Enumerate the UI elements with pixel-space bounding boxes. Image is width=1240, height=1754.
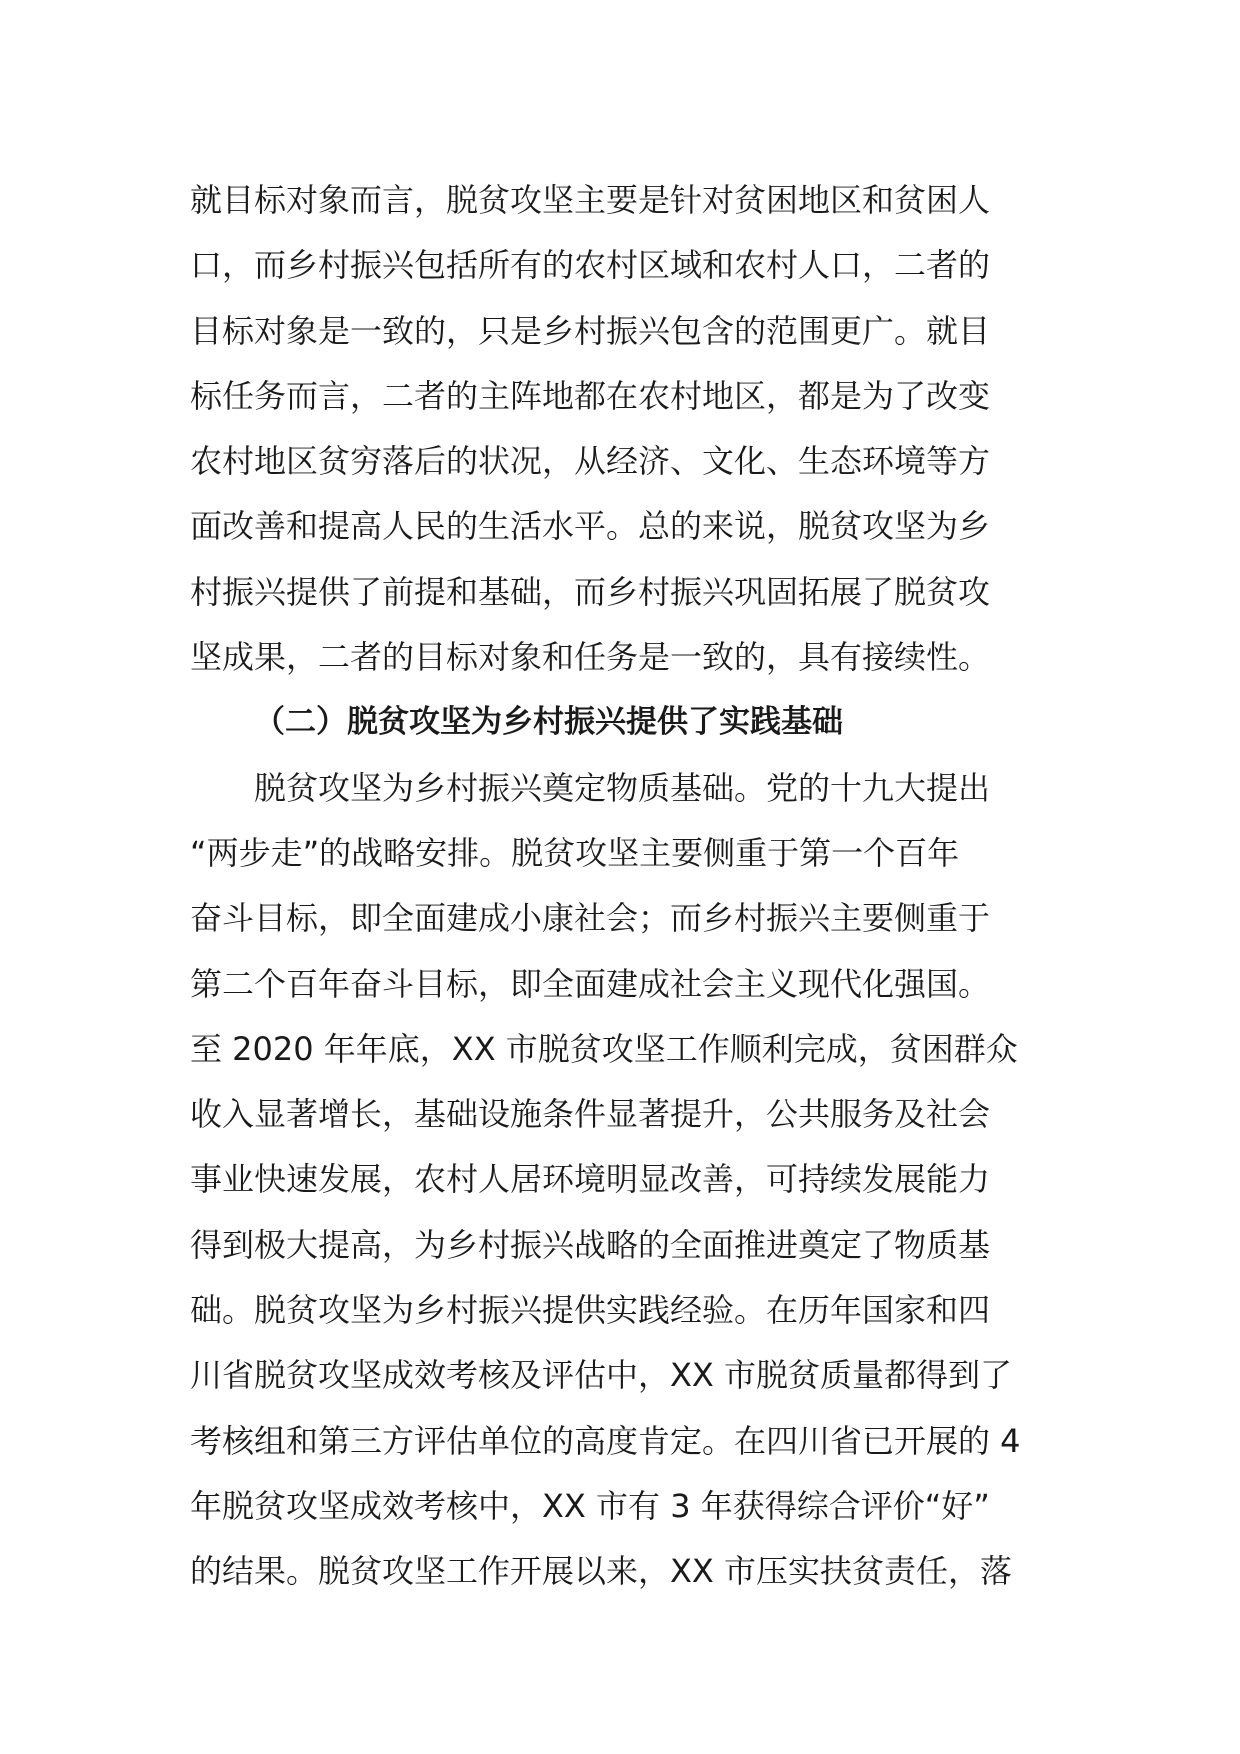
text-line: 考核组和第三方评估单位的高度肯定。在四川省已开展的 4 [190,1421,1021,1460]
text-line: 事业快速发展，农村人居环境明显改善，可持续发展能力 [190,1160,991,1199]
text-line: 目标对象是一致的，只是乡村振兴包含的范围更广。就目 [190,311,991,350]
text-line: 脱贫攻坚为乡村振兴奠定物质基础。党的十九大提出 [254,768,991,807]
text-line: 至 2020 年年底，XX 市脱贫攻坚工作顺利完成，贫困群众 [190,1029,1018,1068]
text-line: 第二个百年奋斗目标，即全面建成社会主义现代化强国。 [190,964,991,1003]
text-line: 川省脱贫攻坚成效考核及评估中，XX 市脱贫质量都得到了 [190,1356,1013,1395]
text-line: 坚成果，二者的目标对象和任务是一致的，具有接续性。 [190,638,991,677]
text-line: 的结果。脱贫攻坚工作开展以来，XX 市压实扶贫责任，落 [190,1552,1013,1591]
text-line: 年脱贫攻坚成效考核中，XX 市有 3 年获得综合评价“好” [190,1486,990,1525]
text-line: 口，而乡村振兴包括所有的农村区域和农村人口，二者的 [190,246,991,285]
section-heading: （二）脱贫攻坚为乡村振兴提供了实践基础 [254,704,843,741]
text-line: 就目标对象而言，脱贫攻坚主要是针对贫困地区和贫困人 [190,181,991,219]
text-line: 面改善和提高人民的生活水平。总的来说，脱贫攻坚为乡 [190,507,991,546]
text-line: 收入显著增长，基础设施条件显著提升，公共服务及社会 [190,1095,991,1134]
text-line: 奋斗目标，即全面建成小康社会；而乡村振兴主要侧重于 [190,899,991,938]
text-line: “两步走”的战略安排。脱贫攻坚主要侧重于第一个百年 [190,833,960,872]
document-body [190,168,1070,1605]
text-line: 村振兴提供了前提和基础，而乡村振兴巩固拓展了脱贫攻 [190,572,991,611]
text-line: 得到极大提高，为乡村振兴战略的全面推进奠定了物质基 [190,1225,991,1264]
text-line: 础。脱贫攻坚为乡村振兴提供实践经验。在历年国家和四 [190,1291,991,1330]
text-line: 标任务而言，二者的主阵地都在农村地区，都是为了改变 [190,376,991,415]
text-line: 农村地区贫穷落后的状况，从经济、文化、生态环境等方 [190,442,991,481]
